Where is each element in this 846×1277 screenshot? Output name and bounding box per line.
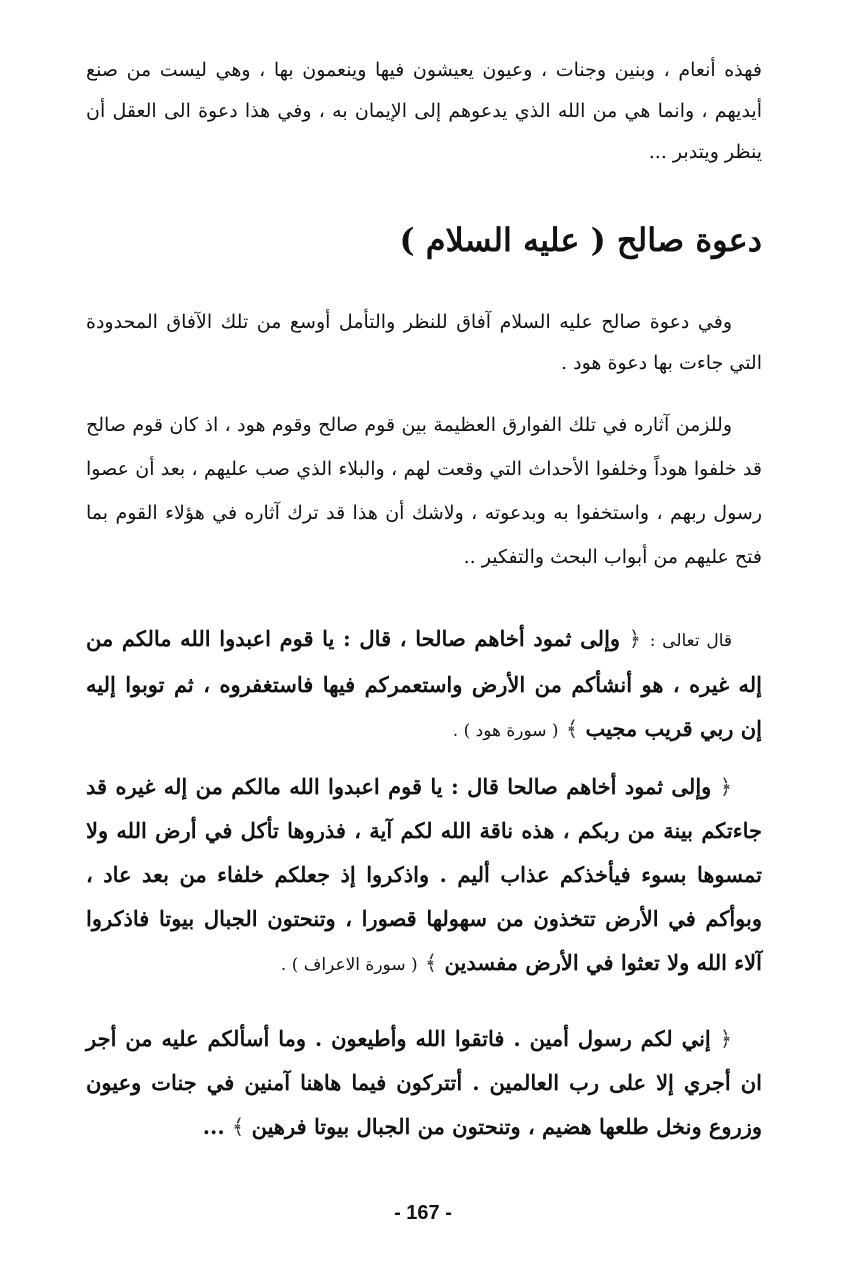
surah-reference: ( سورة الاعراف ) . bbox=[280, 955, 418, 975]
verse-text: وإلى ثمود أخاهم صالحا قال : يا قوم اعبدوا الله مالكم من إله غيره قد جاءتكم بينة من ربكم ، هذه ناقة الله لكم آية ، فذروها تأكل في أرض الله ولا تمسوها بسوء فيأخذكم عذاب أليم . واذكروا إذ جعلكم خلفاء من بعد عاد ، وبوأكم في الأرض تتخذون من سهولها قصورا ، وتنحتون الجبال بيوتا فاذكروا آلاء الله ولا تعثوا في الأرض مفسدين bbox=[86, 774, 762, 975]
ornate-close-bracket-icon: ﴾ bbox=[565, 717, 579, 741]
verse-quote-hud bbox=[86, 617, 762, 753]
section-heading: دعوة صالح ( عليه السلام ) bbox=[399, 221, 762, 259]
verse-intro-label: قال تعالى : bbox=[649, 631, 733, 651]
verse-text: وإلى ثمود أخاهم صالحا ، قال : يا قوم اعبدوا الله مالكم من إله غيره ، هو أنشأكم من الأرض واستعمركم فيها فاستغفروه ، ثم توبوا إليه إن ربي قريب مجيب bbox=[86, 626, 762, 741]
surah-reference: ( سورة هود ) . bbox=[452, 721, 559, 741]
ornate-open-bracket-icon: ﴿ bbox=[719, 1027, 732, 1051]
ornate-open-bracket-icon: ﴿ bbox=[628, 627, 642, 651]
ornate-close-bracket-icon: ﴾ bbox=[231, 1115, 245, 1139]
verse-trailing-ellipsis: ... bbox=[202, 1114, 225, 1139]
verse-text: إني لكم رسول أمين . فاتقوا الله وأطيعون . وما أسألكم عليه من أجر ان أجري إلا على رب العالمين . أتتركون فيما هاهنا آمنين في جنات وعيون وزروع ونخل طلعها هضيم ، وتنحتون من الجبال بيوتا فرهين bbox=[86, 1026, 762, 1139]
ornate-open-bracket-icon: ﴿ bbox=[719, 775, 732, 799]
paragraph-1: وفي دعوة صالح عليه السلام آفاق للنظر والتأمل أوسع من تلك الآفاق المحدودة التي جاءت بها دعوة هود . bbox=[86, 311, 762, 374]
intro-paragraph: فهذه أنعام ، وبنين وجنات ، وعيون يعيشون فيها وينعمون بها ، وهي ليست من صنع أيديهم ، وانما هي من الله الذي يدعوهم إلى الإيمان به ، وفي هذا دعوة الى العقل أن ينظر ويتدبر ... bbox=[86, 59, 762, 163]
ornate-close-bracket-icon: ﴾ bbox=[424, 951, 438, 975]
verse-quote-shuara bbox=[86, 1017, 762, 1149]
page-number: - 167 - bbox=[394, 1202, 452, 1224]
verse-quote-araf bbox=[86, 765, 762, 987]
paragraph-2: وللزمن آثاره في تلك الفوارق العظيمة بين قوم صالح وقوم هود ، اذ كان قوم صالح قد خلفوا هوداً وخلفوا الأحداث التي وقعت لهم ، والبلاء الذي صب عليهم ، بعد أن عصوا رسول ربهم ، واستخفوا به وبدعوته ، ولاشك أن هذا قد ترك آثاره في هؤلاء القوم بما فتح عليهم من أبواب البحث والتفكير .. bbox=[86, 414, 762, 568]
